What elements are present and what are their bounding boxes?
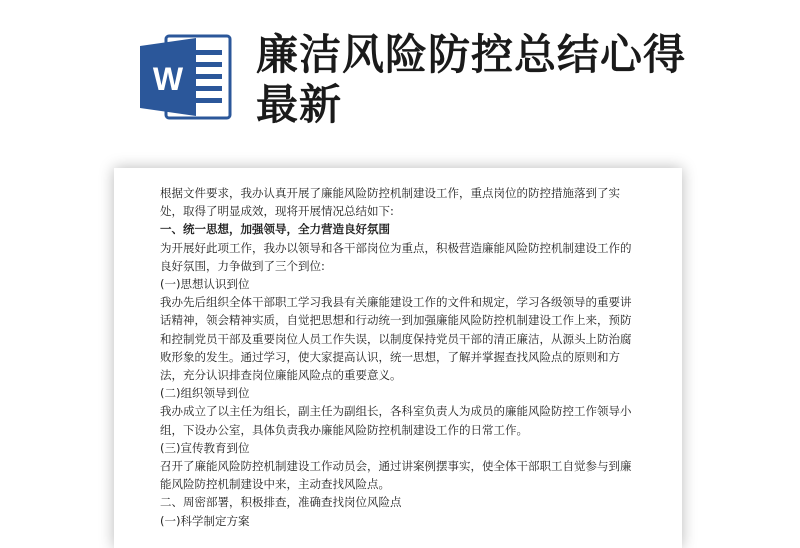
document-paragraph: (一)科学制定方案 xyxy=(160,513,250,528)
page-header xyxy=(0,0,800,160)
document-paragraph: 我办成立了以主任为组长，副主任为副组长，各科室负责人为成员的廉能风险防控工作领导小组，下设办公室，具体负责我办廉能风险防控机制建设工作的日常工作。 xyxy=(160,404,632,437)
document-paragraph: (三)宣传教育到位 xyxy=(160,440,250,455)
word-document-icon xyxy=(138,34,234,120)
document-paragraph: 召开了廉能风险防控机制建设工作动员会，通过讲案例摆事实，使全体干部职工自觉参与到廉能风险防控机制建设中来，主动查找风险点。 xyxy=(160,459,632,492)
document-paragraph: 我办先后组织全体干部职工学习我县有关廉能建设工作的文件和规定，学习各级领导的重要讲话精神，领会精神实质，自觉把思想和行动统一到加强廉能风险防控机制建设工作上来，预防和控制党员干部及重要岗位人员工作失误，以制度保持党员干部的清正廉洁，从源头上防治腐败形象的发生。通过学习，使大家提高认识，统一思想，了解并掌握查找风险点的原则和方法，充分认识排查岗位廉能风险点的重要意义。 xyxy=(160,295,632,383)
document-paragraph: 二、周密部署，积极排查，准确查找岗位风险点 xyxy=(160,495,402,510)
document-content xyxy=(160,184,640,530)
document-paragraph: 根据文件要求，我办认真开展了廉能风险防控机制建设工作，重点岗位的防控措施落到了实处，取得了明显成效，现将开展情况总结如下: xyxy=(160,186,620,219)
document-paragraph: 为开展好此项工作，我办以领导和各干部岗位为重点，积极营造廉能风险防控机制建设工作的良好氛围，力争做到了三个到位: xyxy=(160,240,632,273)
document-paragraph: (一)思想认识到位 xyxy=(160,277,250,292)
document-paragraph: 一、统一思想，加强领导，全力营造良好氛围 xyxy=(160,222,390,237)
word-icon-letter: W xyxy=(152,61,184,97)
document-paragraph: (二)组织领导到位 xyxy=(160,386,250,401)
page-title: 廉洁风险防控总结心得最新 xyxy=(256,30,687,129)
document-page xyxy=(114,168,682,548)
